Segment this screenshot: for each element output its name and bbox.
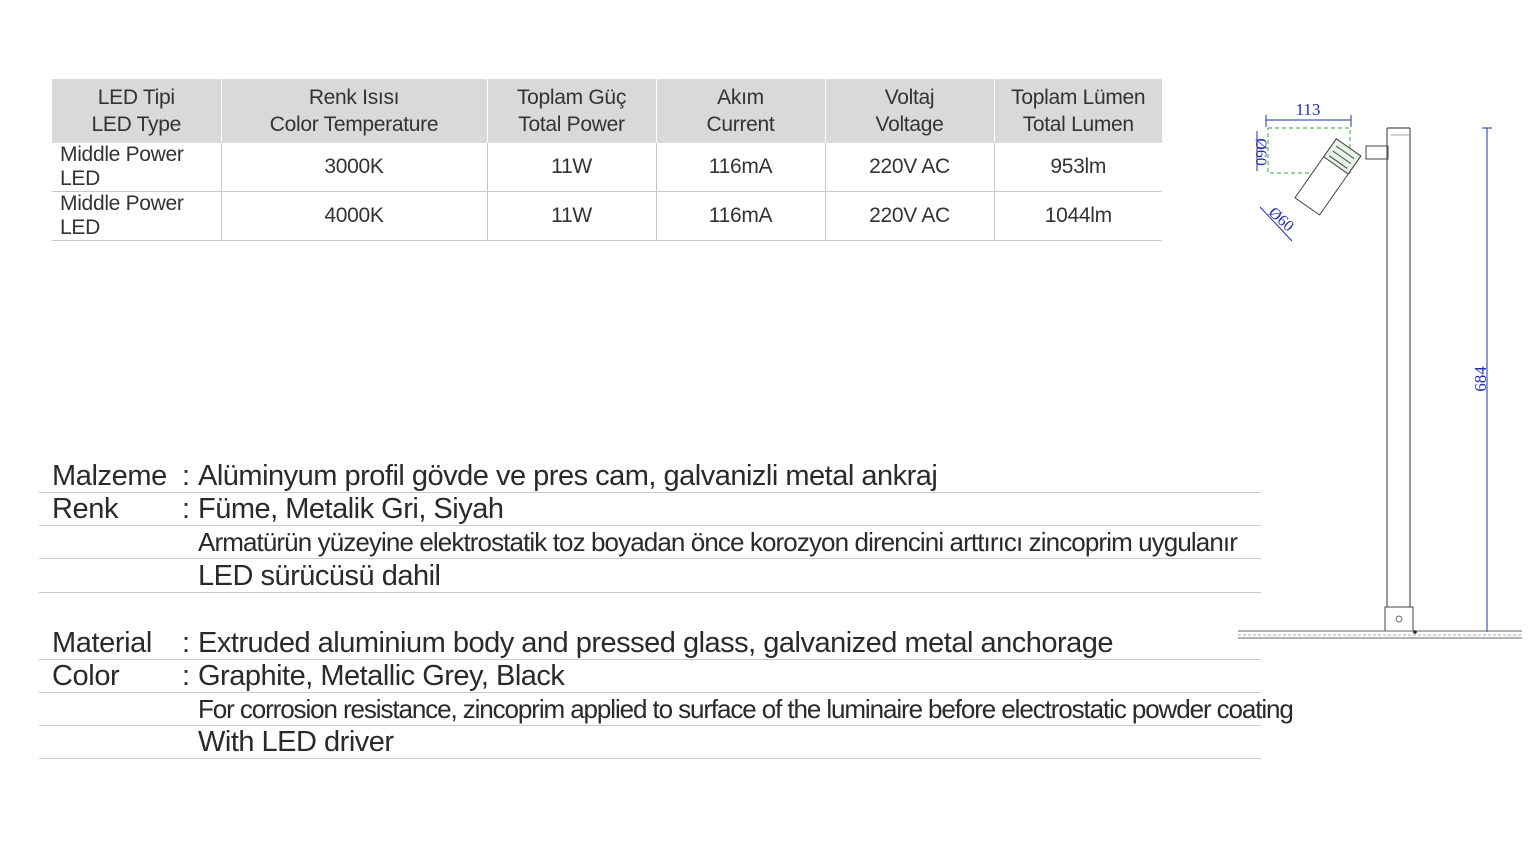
header-tr-label: Voltaj xyxy=(884,86,935,109)
header-tr-label: Akım xyxy=(717,86,764,109)
header-en-label: Color Temperature xyxy=(269,113,439,136)
spec-colon: : xyxy=(182,460,191,492)
spec-value: For corrosion resistance, zincoprim applied to surface of the luminaire before electrostatic powder coating xyxy=(198,694,1293,724)
bollard-technical-drawing xyxy=(1230,95,1525,650)
cell-current: 116mA xyxy=(656,143,825,192)
spec-line-material-en xyxy=(39,626,1261,660)
bollard-pole xyxy=(1387,128,1410,607)
cell-total-power: 11W xyxy=(487,143,656,192)
cell-voltage: 220V AC xyxy=(825,192,994,241)
spec-key: Material xyxy=(52,627,152,659)
cell-led-type: Middle Power LED xyxy=(52,143,221,192)
mount-bracket xyxy=(1366,146,1388,159)
spec-value: Graphite, Metallic Grey, Black xyxy=(198,660,565,692)
header-tr-label: Toplam Güç xyxy=(516,86,627,109)
spec-value: Armatürün yüzeyine elektrostatik toz boyadan önce korozyon direncini arttırıcı zincoprim uygulanır xyxy=(198,527,1238,557)
height-dimension xyxy=(1471,128,1492,632)
header-tr-label: LED Tipi xyxy=(97,86,175,109)
spec-value: Füme, Metalik Gri, Siyah xyxy=(198,493,504,525)
spec-line-color-en xyxy=(39,659,1261,693)
cell-current: 116mA xyxy=(656,192,825,241)
ground-line xyxy=(1238,630,1522,638)
header-color-temperature xyxy=(221,79,487,143)
dim-width-label: 113 xyxy=(1295,100,1321,119)
header-en-label: Total Power xyxy=(518,113,625,136)
spec-colon: : xyxy=(182,627,191,659)
spec-value: LED sürücüsü dahil xyxy=(198,560,441,592)
dim-diameter-label-2: Ø60 xyxy=(1265,204,1297,236)
base-plate xyxy=(1385,607,1413,631)
table-row xyxy=(52,192,1162,241)
diameter-dimension-2 xyxy=(1260,204,1297,241)
spec-line-color-tr xyxy=(39,492,1261,526)
spec-line-note2-en xyxy=(39,725,1261,759)
cell-color-temperature: 4000K xyxy=(221,192,487,241)
spec-key: Malzeme xyxy=(52,460,167,492)
dim-height-label: 684 xyxy=(1471,366,1490,392)
lamp-head xyxy=(1295,139,1361,215)
spec-colon: : xyxy=(182,493,191,525)
diameter-dimension-1 xyxy=(1252,131,1269,171)
spec-line-material-tr xyxy=(39,459,1261,493)
spec-key: Color xyxy=(52,660,120,692)
header-en-label: Current xyxy=(706,113,775,136)
spec-value: With LED driver xyxy=(198,726,394,758)
spec-colon: : xyxy=(182,660,191,692)
spec-line-note2-tr xyxy=(39,559,1261,593)
spec-table xyxy=(52,79,1162,241)
header-total-power xyxy=(487,79,656,143)
cell-total-lumen: 953lm xyxy=(994,143,1162,192)
spec-line-note1-tr xyxy=(39,525,1261,559)
header-tr-label: Renk Isısı xyxy=(308,86,400,109)
cell-led-type: Middle Power LED xyxy=(52,192,221,241)
width-dimension xyxy=(1266,100,1351,127)
header-tr-label: Toplam Lümen xyxy=(1011,86,1146,109)
header-en-label: Total Lumen xyxy=(1022,113,1134,136)
cell-total-power: 11W xyxy=(487,192,656,241)
cell-total-lumen: 1044lm xyxy=(994,192,1162,241)
header-led-type xyxy=(52,79,221,143)
header-current xyxy=(656,79,825,143)
header-en-label: Voltage xyxy=(875,113,944,136)
cell-voltage: 220V AC xyxy=(825,143,994,192)
table-header-row xyxy=(52,79,1162,143)
table-row xyxy=(52,143,1162,192)
spec-value: Alüminyum profil gövde ve pres cam, galvanizli metal ankraj xyxy=(198,460,938,492)
cell-color-temperature: 3000K xyxy=(221,143,487,192)
header-en-label: LED Type xyxy=(91,113,181,136)
spec-value: Extruded aluminium body and pressed glass, galvanized metal anchorage xyxy=(198,627,1114,659)
header-voltage xyxy=(825,79,994,143)
spec-line-note1-en xyxy=(39,692,1293,726)
dim-diameter-label-1: Ø60 xyxy=(1252,138,1269,166)
header-total-lumen xyxy=(994,79,1162,143)
spec-key: Renk xyxy=(52,493,119,525)
